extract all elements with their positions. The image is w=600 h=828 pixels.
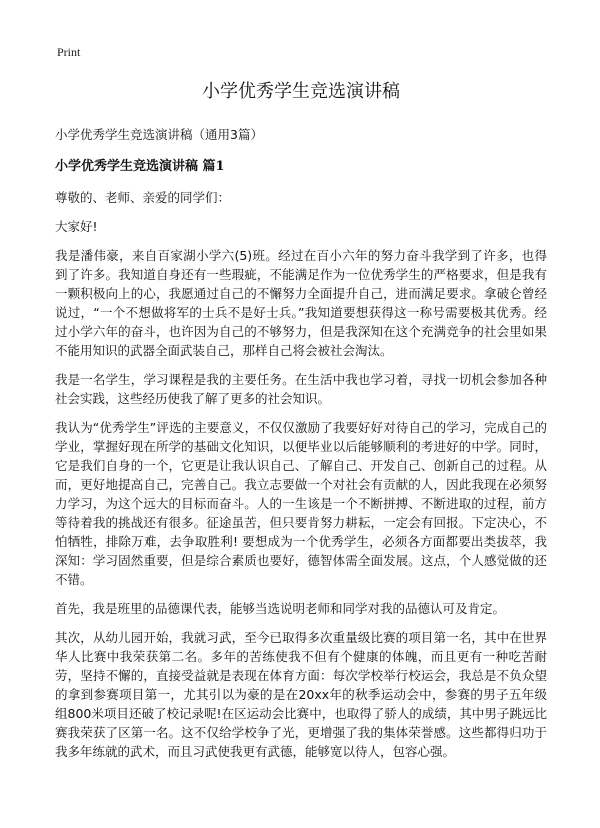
section-heading: 小学优秀学生竞选演讲稿 篇1 — [55, 159, 225, 174]
paragraph: 首先，我是班里的品德课代表，能够当选说明老师和同学对我的品德认可及肯定。 — [55, 601, 506, 616]
salutation: 尊敬的、老师、亲爱的同学们： — [55, 190, 231, 205]
paragraph: 其次，从幼儿园开始，我就习武，至今已取得多次重量级比赛的项目第一名，其中在世界华人比赛中我荣获第二名。多年的苦练使我不但有个健康的体魄，而且更有一种吃苦耐劳，坚持不懈的，直接受益就是表现在体育方面：每次学校举行校运会，我总是不负众望的拿到参赛项目第一，尤其引以为豪的是在20xx年的秋季运动会中，参赛的男子五年级组800米项目还破了校记录呢!在区运动会比赛中，也取得了骄人的成绩，其中男子跳远比赛我荣获了区第一名。这不仅给学校争了光，更增强了我的集体荣誉感。这些都得归功于我多年练就的武术，而且习武使我更有武德，能够宽以待人，包容心强。 — [55, 630, 547, 759]
paragraph: 我认为“优秀学生”评选的主要意义，不仅仅激励了我要好好对待自己的学习，完成自己的学业，掌握好现在所学的基础文化知识，以便毕业以后能够顺利的考进好的中学。同时，它是我们自身的一个，它更是让我认识自己、了解自己、开发自己、创新自己的过程。从而，更好地提高自己，完善自己。我立志要做一个对社会有贡献的人，因此我现在必须努力学习，为这个远大的目标而奋斗。人的一生该是一个不断拼搏、不断进取的过程，前方等待着我的挑战还有很多。征途虽苦，但只要肯努力耕耘，一定会有回报。下定决心，不怕牺牲，排除万难，去争取胜利! 要想成为一个优秀学生，必须各方面都要出类拔萃，我深知：学习固然重要，但是综合素质也要好，德智体需全面发展。这点，个人感觉做的还不错。 — [55, 420, 547, 587]
document-title: 小学优秀学生竞选演讲稿 — [202, 81, 400, 102]
print-label[interactable]: Print — [57, 45, 81, 59]
document-body — [55, 80, 547, 771]
paragraph: 我是一名学生，学习课程是我的主要任务。在生活中我也学习着，寻找一切机会参加各种社会实践，这些经历使我了解了更多的社会知识。 — [55, 372, 547, 406]
greeting: 大家好! — [55, 219, 98, 234]
document-subtitle: 小学优秀学生竞选演讲稿（通用3篇） — [55, 127, 263, 142]
paragraph: 我是潘伟豪，来自百家湖小学六(5)班。经过在百小六年的努力奋斗我学到了许多，也得到了许多。我知道自身还有一些瑕疵，不能满足作为一位优秀学生的严格要求，但是我有一颗积极向上的心，我愿通过自己的不懈努力全面提升自己，进而满足要求。拿破仑曾经说过，“一个不想做将军的士兵不是好士兵。”我知道要想获得这一称号需要极其优秀。经过小学六年的奋斗，也许因为自己的不够努力，但是我深知在这个充满竞争的社会里如果不能用知识的武器全面武装自己，那样自己将会被社会淘汰。 — [55, 248, 547, 358]
